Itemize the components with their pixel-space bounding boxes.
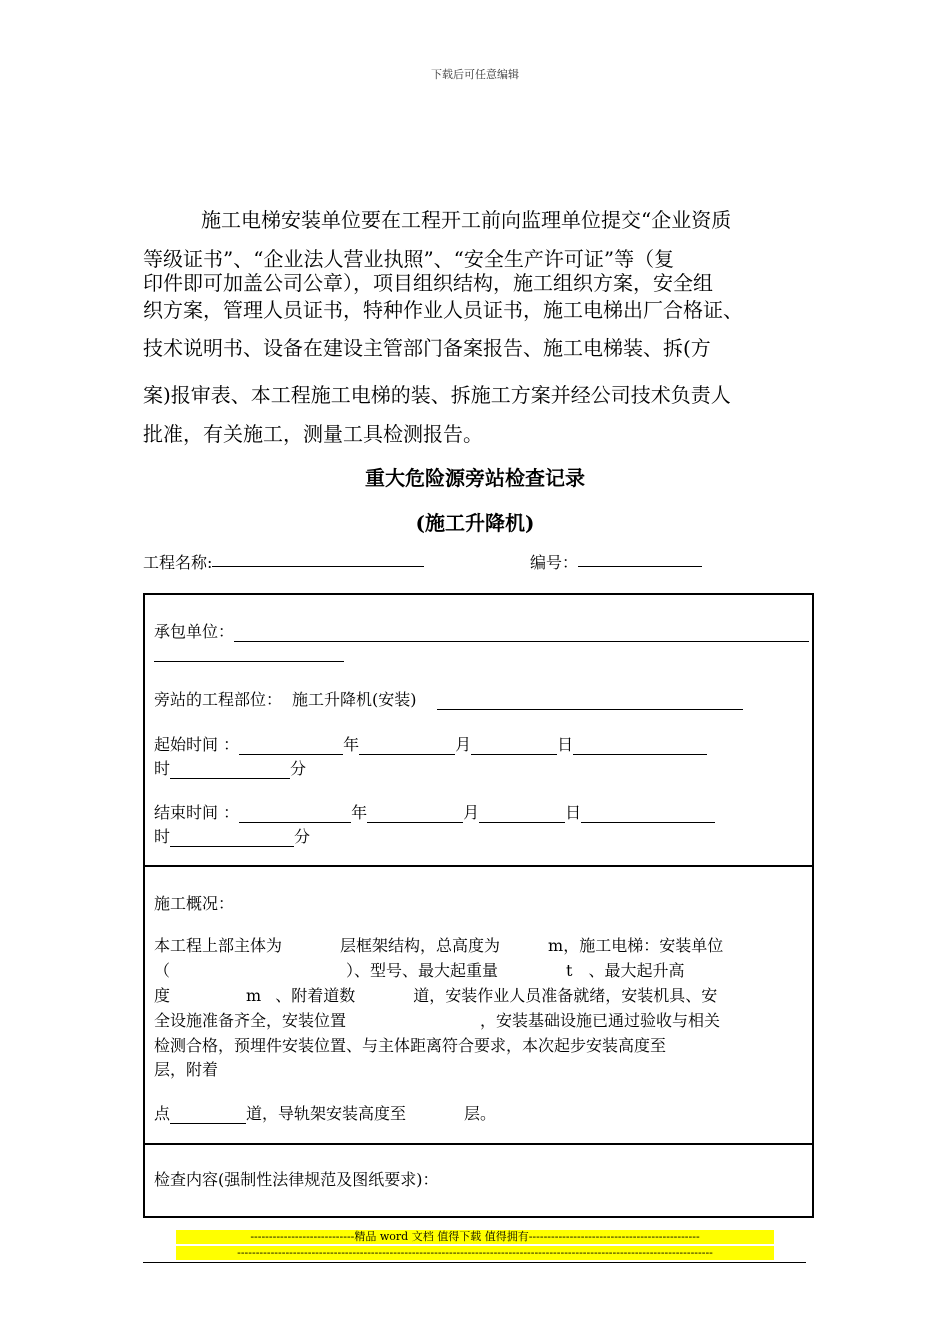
intro-line: 批准，有关施工，测量工具检测报告。 <box>143 422 483 446</box>
document-subtitle: (施工升降机) <box>415 511 535 535</box>
overview-text: 点 <box>154 1104 171 1123</box>
end-day-blank[interactable] <box>479 806 565 823</box>
end-hour-blank[interactable] <box>170 830 294 847</box>
inspection-form <box>143 593 814 1218</box>
overview-text: 层框架结构，总高度为 <box>340 936 501 955</box>
intro-line: 等级证书”、“企业法人营业执照”、“安全生产许可证”等（复 <box>143 247 675 271</box>
start-month-blank[interactable] <box>359 738 455 755</box>
site-part-label: 旁站的工程部位： <box>154 690 283 709</box>
start-hour-blank[interactable] <box>170 762 290 779</box>
intro-line: 印件即可加盖公司公章），项目组织结构，施工组织方案，安全组 <box>143 271 713 295</box>
overview-text: ，安装基础设施已通过验收与相关 <box>480 1011 721 1030</box>
intro-line: 织方案，管理人员证书，特种作业人员证书，施工电梯出厂合格证、 <box>143 298 743 322</box>
end-month-label: 月 <box>463 803 480 822</box>
overview-label: 施工概况： <box>154 894 235 913</box>
contractor-blank[interactable] <box>234 625 809 642</box>
number-label: 编号： <box>530 553 579 572</box>
start-day-trailing-blank[interactable] <box>573 738 707 755</box>
inspection-section <box>145 1145 812 1216</box>
overview-text: 道，导轨架安装高度至 <box>246 1104 407 1123</box>
overview-text: 本工程上部主体为 <box>154 936 283 955</box>
attachment-points-blank[interactable] <box>170 1107 246 1124</box>
overview-text: 道，安装作业人员准备就绪，安装机具、安 <box>413 986 718 1005</box>
overview-line <box>154 983 717 1006</box>
start-time-label: 起始时间 ： <box>154 735 240 754</box>
intro-line: 技术说明书、设备在建设主管部门备案报告、施工电梯装、拆(方 <box>143 336 711 360</box>
overview-text: 、附着道数 <box>275 986 356 1005</box>
end-day-trailing-blank[interactable] <box>581 806 715 823</box>
overview-text: t <box>566 961 573 980</box>
site-part-field <box>154 687 743 710</box>
overview-line <box>154 1008 720 1031</box>
end-day-label: 日 <box>565 803 582 822</box>
start-minute-label: 分 <box>290 759 307 778</box>
end-year-label: 年 <box>351 803 368 822</box>
overview-text: 、最大起升高 <box>588 961 685 980</box>
end-time-field-line2 <box>154 824 310 847</box>
overview-text: 全设施准备齐全，安装位置 <box>154 1011 347 1030</box>
start-hour-label: 时 <box>154 759 171 778</box>
overview-line <box>154 933 723 956</box>
project-name-blank[interactable] <box>212 550 424 567</box>
end-month-blank[interactable] <box>367 806 463 823</box>
site-part-value: 施工升降机(安装) <box>292 690 417 709</box>
overview-text: （ <box>154 961 171 980</box>
start-time-field-line2 <box>154 756 306 779</box>
end-minute-label: 分 <box>294 827 311 846</box>
overview-text: m，施工电梯：安装单位 <box>548 936 724 955</box>
footer-divider <box>143 1262 806 1263</box>
start-day-blank[interactable] <box>471 738 557 755</box>
intro-line: 案)报审表、本工程施工电梯的装、拆施工方案并经公司技术负责人 <box>143 383 731 407</box>
end-hour-label: 时 <box>154 827 171 846</box>
document-title: 重大危险源旁站检查记录 <box>365 466 585 490</box>
start-year-label: 年 <box>343 735 360 754</box>
overview-line: 检测合格，预埋件安装位置、与主体距离符合要求，本次起步安装高度至 <box>154 1036 667 1055</box>
overview-text: 度 <box>154 986 171 1005</box>
overview-line <box>154 1101 496 1124</box>
overview-section <box>145 867 812 1145</box>
number-blank[interactable] <box>578 550 702 567</box>
end-time-field <box>154 800 715 823</box>
overview-text: m <box>246 986 262 1005</box>
contractor-label: 承包单位： <box>154 622 235 641</box>
overview-line <box>154 958 684 981</box>
contractor-field <box>154 619 809 642</box>
inspection-label: 检查内容(强制性法律规范及图纸要求)： <box>154 1170 439 1189</box>
project-name-field <box>143 550 212 573</box>
project-name-label: 工程名称: <box>143 553 213 572</box>
contractor-blank-continued <box>154 643 344 662</box>
header-note: 下载后可任意编辑 <box>431 68 519 81</box>
contractor-blank-line2[interactable] <box>154 645 344 662</box>
overview-text: 层。 <box>464 1104 497 1123</box>
intro-line: 施工电梯安装单位要在工程开工前向监理单位提交“企业资质 <box>201 208 732 232</box>
overview-line: 层，附着 <box>154 1060 219 1079</box>
start-day-label: 日 <box>557 735 574 754</box>
site-part-blank[interactable] <box>437 693 743 710</box>
start-time-field <box>154 732 707 755</box>
start-year-blank[interactable] <box>239 738 343 755</box>
overview-text: ）、型号、最大起重量 <box>346 961 499 980</box>
number-field <box>530 550 578 573</box>
footer-banner-line1: ----------------------------精品 word 文档 值得下载 值得拥有---------------------------------------------- <box>176 1230 774 1244</box>
end-year-blank[interactable] <box>239 806 351 823</box>
info-section <box>145 595 812 867</box>
end-time-label: 结束时间 ： <box>154 803 240 822</box>
start-month-label: 月 <box>455 735 472 754</box>
footer-banner-line2: -------------------------------------------------------------------------------------------------------------------------------- <box>176 1246 774 1260</box>
